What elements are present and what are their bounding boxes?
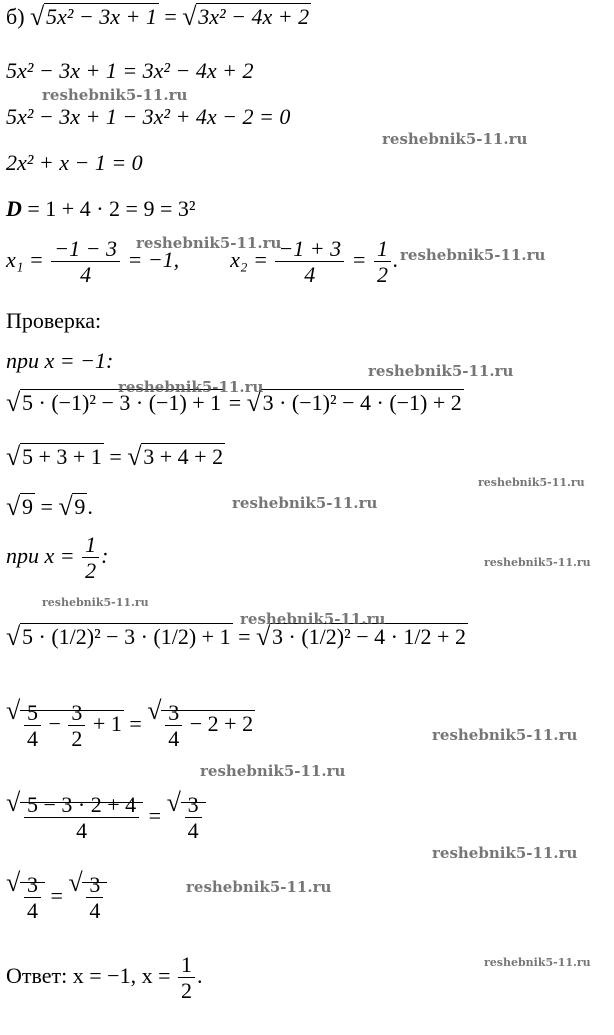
check-1-line-2: √ 5 + 3 + 1 = √ 3 + 4 + 2: [6, 446, 225, 468]
check-2-line-1: √ 5 · (1/2)² − 3 · (1/2) + 1 = √ 3 · (1/2)² − 4 · 1/2 + 2: [6, 626, 468, 648]
watermark: reshebnik5-11.ru: [42, 86, 188, 104]
check-1-line-1: √ 5 · (−1)² − 3 · (−1) + 1 = √ 3 · (−1)² − 4 · (−1) + 2: [6, 392, 464, 414]
radical-right: √ 3x² − 4x + 2: [182, 6, 311, 28]
watermark: reshebnik5-11.ru: [240, 610, 386, 628]
eq-line-3: 5x² − 3x + 1 − 3x² + 4x − 2 = 0: [6, 104, 291, 129]
watermark: reshebnik5-11.ru: [368, 362, 514, 380]
eq-line-4: 2x² + x − 1 = 0: [6, 150, 143, 175]
x1-fraction: $\frac{-1 - 3}{4}$: [51, 236, 120, 288]
check-2-line-4: √ $\frac{3}{4}$ = √ $\frac{3}{4}$: [6, 872, 107, 924]
task-label: б): [6, 4, 25, 29]
discriminant-line: D = 1 + 4 · 2 = 9 = 3²: [6, 196, 196, 221]
watermark: reshebnik5-11.ru: [186, 878, 332, 896]
roots-line: x₁ = $\frac{-1 - 3}{4}$ = −1, x₂ = $\frac{-1 + 3}{4}$ = $\frac{1}{2}$ .: [6, 236, 399, 288]
check-1-line-3: √ 9 = √ 9.: [6, 496, 93, 518]
watermark: reshebnik5-11.ru: [200, 762, 346, 780]
watermark: reshebnik5-11.ru: [232, 494, 378, 512]
radical-left: √ 5x² − 3x + 1: [30, 6, 159, 28]
eq-line-2: 5x² − 3x + 1 = 3x² − 4x + 2: [6, 58, 254, 83]
watermark: reshebnik5-11.ru: [118, 378, 264, 396]
watermark: reshebnik5-11.ru: [484, 556, 591, 569]
watermark: reshebnik5-11.ru: [42, 596, 149, 609]
check-2-line-3: √ $\frac{5 - 3 \cdot 2 + 4}{4}$ = √ $\frac{3}{4}$: [6, 792, 206, 844]
check-2-line-2: √ $\frac{5}{4}$ − $\frac{3}{2}$ + 1 = √ $\frac{3}{4}$ − 2 + 2: [6, 700, 255, 752]
watermark: reshebnik5-11.ru: [432, 844, 578, 862]
x2-fraction: $\frac{-1 + 3}{4}$: [275, 236, 344, 288]
task-header: б) √ 5x² − 3x + 1 = √ 3x² − 4x + 2: [6, 6, 311, 28]
check-heading: Проверка:: [6, 308, 102, 333]
watermark: reshebnik5-11.ru: [478, 476, 585, 489]
answer-line: Ответ: x = −1, x = $\frac{1}{2}$ .: [6, 952, 203, 1004]
watermark: reshebnik5-11.ru: [136, 234, 282, 252]
watermark: reshebnik5-11.ru: [400, 246, 546, 264]
watermark: reshebnik5-11.ru: [382, 130, 528, 148]
x2-result: $\frac{1}{2}$: [374, 236, 391, 288]
watermark: reshebnik5-11.ru: [432, 726, 578, 744]
check-case-2: при x = $\frac{1}{2}$ :: [6, 532, 109, 584]
watermark: reshebnik5-11.ru: [484, 956, 591, 969]
check-case-1: при x = −1:: [6, 348, 114, 373]
